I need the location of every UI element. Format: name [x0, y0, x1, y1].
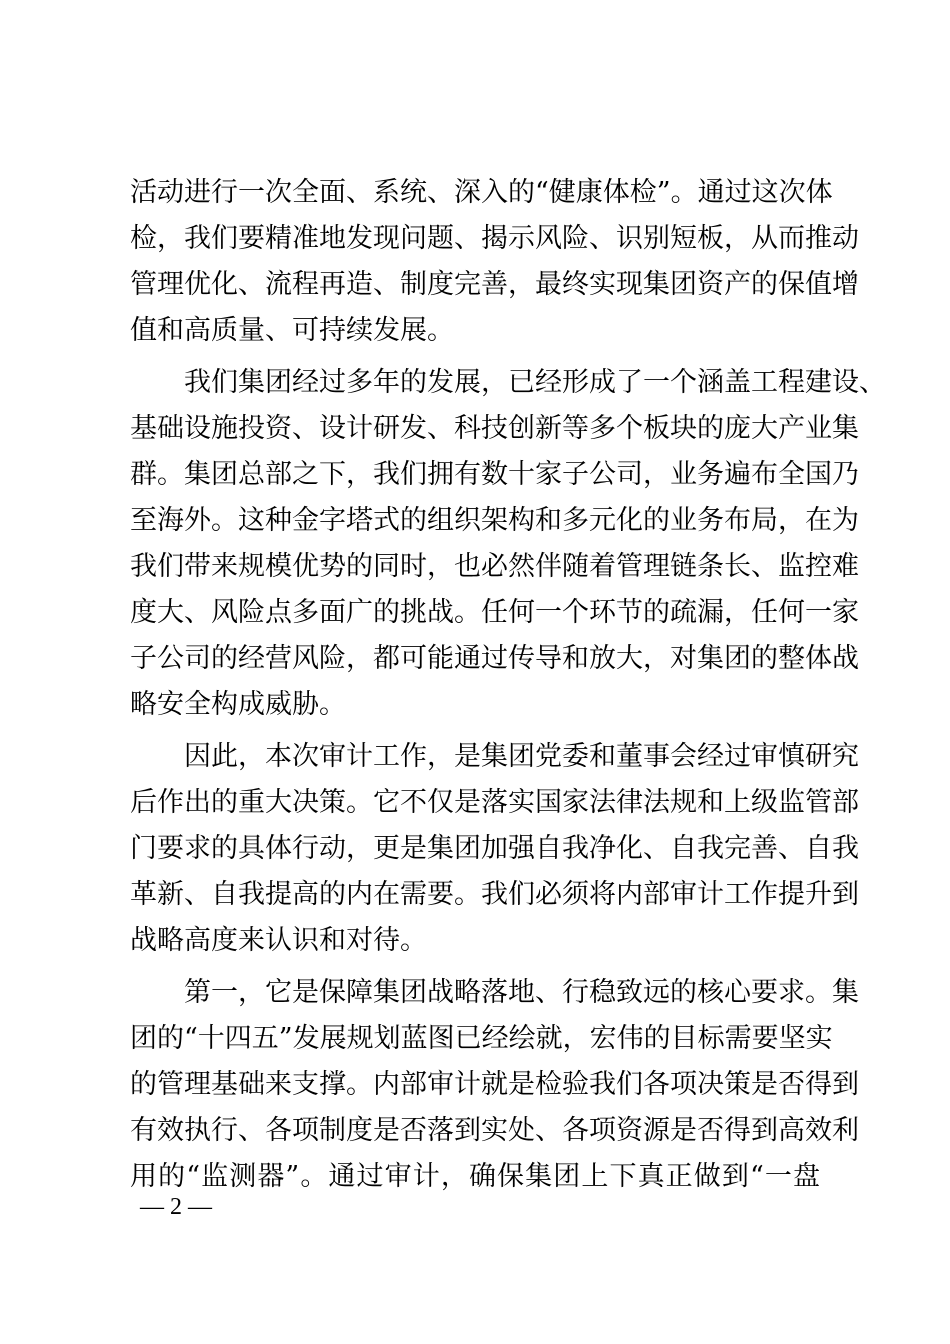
text-line: 至海外。这种金字塔式的组织架构和多元化的业务布局，在为	[130, 505, 859, 536]
text-line: 团的“十四五”发展规划蓝图已经绘就，宏伟的目标需要坚实	[130, 1023, 833, 1054]
text-line: 略安全构成威胁。	[130, 689, 346, 720]
page-number: — 2 —	[140, 1194, 212, 1220]
text-line: 的管理基础来支撑。内部审计就是检验我们各项决策是否得到	[130, 1069, 859, 1100]
text-line: 门要求的具体行动，更是集团加强自我净化、自我完善、自我	[130, 833, 859, 864]
text-line: 革新、自我提高的内在需要。我们必须将内部审计工作提升到	[130, 879, 859, 910]
text-line: 有效执行、各项制度是否落到实处、各项资源是否得到高效利	[130, 1115, 859, 1146]
text-line: 活动进行一次全面、系统、深入的“健康体检”。通过这次体	[130, 177, 833, 208]
text-line: 战略高度来认识和对待。	[130, 925, 427, 956]
body-text	[130, 170, 886, 1200]
text-line: 我们带来规模优势的同时，也必然伴随着管理链条长、监控难	[130, 551, 859, 582]
text-line: 我们集团经过多年的发展，已经形成了一个涵盖工程建设、	[184, 367, 886, 398]
paragraph-4	[130, 970, 859, 1200]
text-line: 群。集团总部之下，我们拥有数十家子公司，业务遍布全国乃	[130, 459, 859, 490]
text-line: 基础设施投资、设计研发、科技创新等多个板块的庞大产业集	[130, 413, 859, 444]
paragraph-1	[130, 170, 859, 354]
text-line: 用的“监测器”。通过审计，确保集团上下真正做到“一盘	[130, 1161, 820, 1192]
text-line: 第一，它是保障集团战略落地、行稳致远的核心要求。集	[184, 977, 859, 1008]
paragraph-2	[130, 360, 886, 728]
text-line: 度大、风险点多面广的挑战。任何一个环节的疏漏，任何一家	[130, 597, 859, 628]
text-line: 管理优化、流程再造、制度完善，最终实现集团资产的保值增	[130, 269, 859, 300]
text-line: 值和高质量、可持续发展。	[130, 315, 454, 346]
text-line: 因此，本次审计工作，是集团党委和董事会经过审慎研究	[184, 741, 859, 772]
text-line: 后作出的重大决策。它不仅是落实国家法律法规和上级监管部	[130, 787, 859, 818]
text-line: 子公司的经营风险，都可能通过传导和放大，对集团的整体战	[130, 643, 859, 674]
paragraph-3	[130, 734, 859, 964]
text-line: 检，我们要精准地发现问题、揭示风险、识别短板，从而推动	[130, 223, 859, 254]
